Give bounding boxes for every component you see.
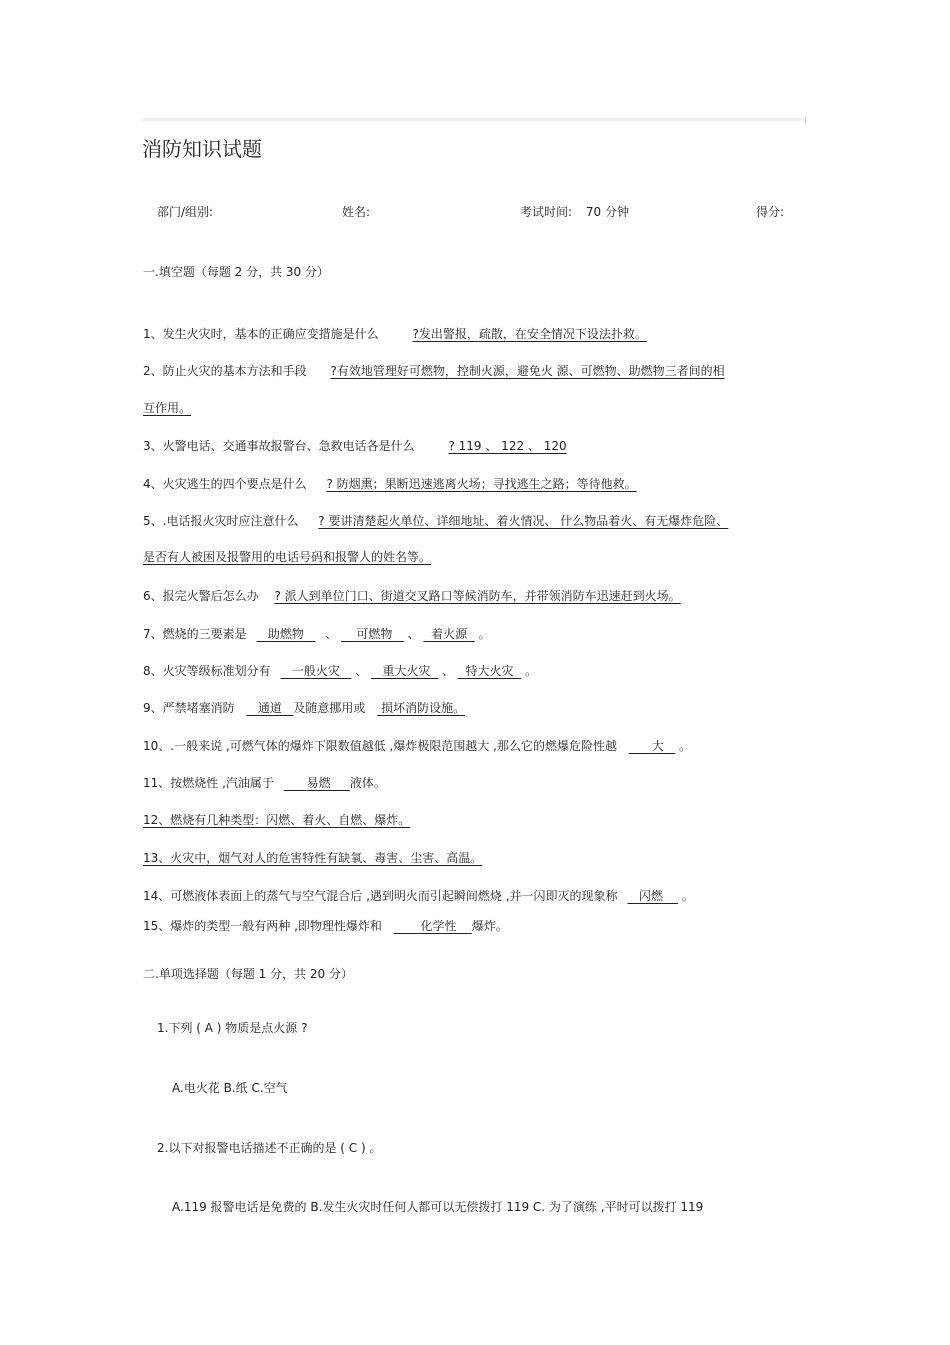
question-text: 9、严禁堵塞消防 [143,701,235,715]
answer-text: 是否有人被困及报警用的电话号码和报警人的姓名等。 [143,550,432,564]
question-text: 1、发生火灾时，基本的正确应变措施是什么 [143,327,379,341]
question-8 [143,662,537,679]
punctuation: 。 [524,664,537,678]
blank-answer: 损坏消防设施。 [381,701,466,715]
document-title: 消防知识试题 [142,137,262,161]
top-divider [142,118,806,121]
question-text: 8、火灾等级标准划分有 [143,664,271,678]
question-text: 7、燃烧的三要素是 [143,627,247,641]
question-text: 5、.电话报火灾时应注意什么 [143,514,299,528]
question-2-cont [143,399,211,416]
exam-time-text: 考试时间: [520,205,573,219]
question-3 [143,437,579,454]
dept-label: 部门/组别: [157,205,214,219]
question-text: 3、火警电话、交通事故报警台、急救电话各是什么 [143,439,415,453]
choice-question-1: 1.下列 ( A ) 物质是点火源 ? [157,1021,308,1035]
punctuation: 。 [478,627,491,641]
choice-options-1: A.电火花 B.纸 C.空气 [172,1081,288,1095]
section1-heading: 一.填空题（每题 2 分，共 30 分） [143,265,329,279]
blank-answer: 重大火灾 [382,664,431,678]
answer-text: ? 119 、 122 、 120 [448,439,567,453]
blank-answer: 闪燃 [638,889,663,903]
punctuation: 。 [681,889,694,903]
blank-answer: 通道 [257,701,282,715]
separator: 、 [355,664,368,678]
question-text: 4、火灾逃生的四个要点是什么 [143,477,307,491]
top-divider-tick [805,117,806,123]
exam-time-label [520,203,629,220]
blank-answer: 化学性 [420,919,457,933]
question-text: 6、报完火警后怎么办 [143,589,259,603]
separator: 、 [442,664,455,678]
question-14 [143,887,694,904]
question-7 [143,625,491,642]
question-5 [143,512,738,529]
question-text: 14、可燃液体表面上的蒸气与空气混合后 ,遇到明火而引起瞬间燃烧 ,并一闪即灭的现象称 [143,889,618,903]
question-10 [143,737,691,754]
blank-answer: 着火源 [431,627,468,641]
question-text: 12、燃烧有几种类型：闪燃、着火、自燃、爆炸。 [143,813,411,827]
question-2 [143,362,741,379]
blank-answer: 大 [651,739,664,753]
question-text: 10、.一般来说 ,可燃气体的爆炸下限数值越低 ,爆炸极限范围越大 ,那么它的燃爆危险性越 [143,739,617,753]
question-12 [143,811,424,828]
question-6 [143,587,733,604]
question-13 [143,849,492,866]
blank-answer: 助燃物 [267,627,304,641]
question-5-cont [143,548,471,565]
answer-text: 互作用。 [143,401,192,415]
question-text: 15、爆炸的类型一般有两种 ,即物理性爆炸和 [143,919,382,933]
question-text: 爆炸。 [471,919,508,933]
separator: 、 [407,627,420,641]
answer-text: ?发出警报，疏散，在安全情况下设法扑救。 [412,327,647,341]
question-1 [143,325,687,342]
question-text: 11、按燃烧性 ,汽油属于 [143,776,274,790]
answer-text: ? 防烟熏；果断迅速逃离火场；寻找逃生之路；等待他救。 [326,477,637,491]
choice-question-2: 2.以下对报警电话描述不正确的是 ( C ) 。 [157,1141,382,1155]
score-label: 得分: [756,205,785,219]
blank-answer: 可燃物 [356,627,393,641]
question-text: 及随意挪用或 [293,701,366,715]
answer-text: ? 要讲清楚起火单位、详细地址、着火情况、 什么物品着火、有无爆炸危险、 [318,514,729,528]
question-text: 2、防止火灾的基本方法和手段 [143,364,307,378]
question-text: 液体。 [349,776,386,790]
punctuation: 。 [679,739,692,753]
blank-answer: 易燃 [306,776,331,790]
choice-options-2: A.119 报警电话是免费的 B.发生火灾时任何人都可以无偿拨打 119 C. 为了演练 ,平时可以拨打 119 [172,1200,704,1214]
section2-heading: 二.单项选择题（每题 1 分，共 20 分） [143,967,353,981]
answer-text: ? 派人到单位门口、街道交叉路口等候消防车，并带领消防车迅速赶到火场。 [274,589,681,603]
separator: 、 [325,627,338,641]
question-11 [143,774,386,791]
answer-text: ?有效地管理好可燃物，控制火源，避免火 源、可燃物、助燃物三者间的相 [330,364,725,378]
question-text: 13、火灾中，烟气对人的危害特性有缺氧、毒害、尘害、高温。 [143,851,483,865]
exam-time-value: 70 分钟 [585,205,629,219]
question-4 [143,475,673,492]
question-15 [143,917,508,934]
name-label: 姓名: [342,205,371,219]
question-9 [143,699,465,716]
blank-answer: 特大火灾 [465,664,514,678]
blank-answer: 一般火灾 [291,664,340,678]
